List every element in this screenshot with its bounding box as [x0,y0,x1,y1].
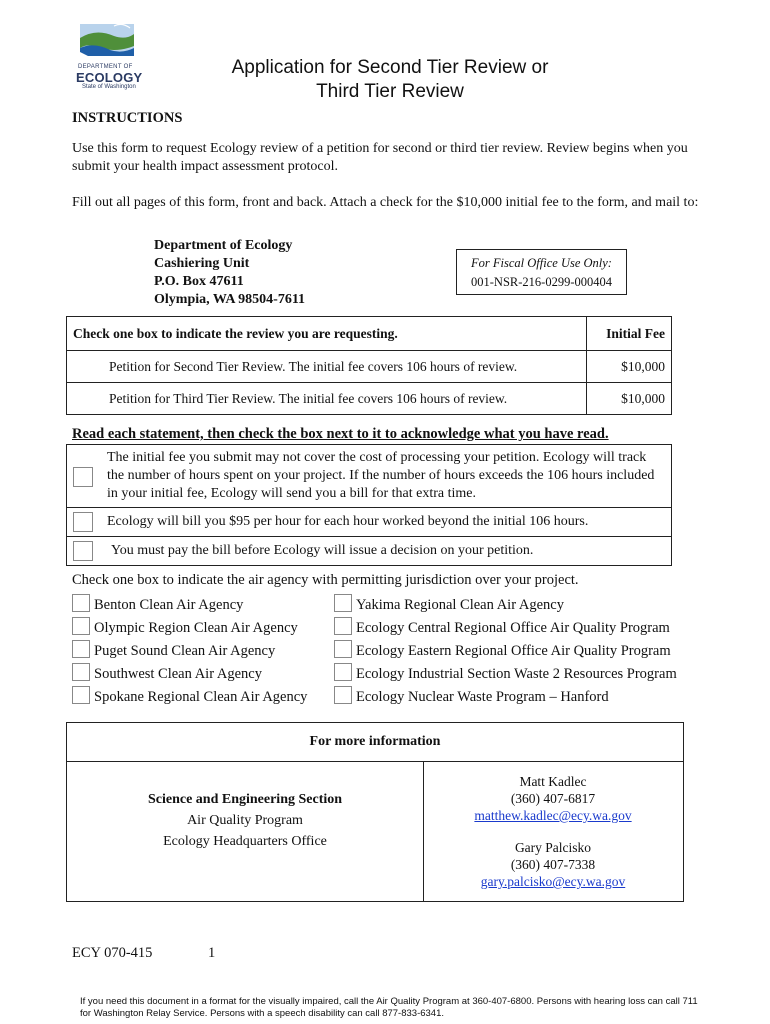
agency-label: Southwest Clean Air Agency [94,666,262,682]
review-option-desc: Petition for Second Tier Review. The initial fee covers 106 hours of review. [67,351,587,383]
title-line-1: Application for Second Tier Review or [231,57,549,78]
acknowledge-text-2: Ecology will bill you $95 per hour for each hour worked beyond the initial 106 hours. [107,514,589,529]
review-option-desc: Petition for Third Tier Review. The initial fee covers 106 hours of review. [67,383,587,415]
address-line-1: Department of Ecology [154,238,293,253]
agency-checkbox[interactable] [72,686,90,704]
instructions-paragraph-1: Use this form to request Ecology review of a petition for second or third tier review. Review begins when you submit your health impact assessment protocol. [72,141,688,174]
more-info-office [67,789,423,852]
page-number: 1 [208,945,216,961]
more-info-box [66,722,684,902]
agency-option[interactable] [72,617,298,637]
agency-option[interactable] [334,594,564,614]
review-header-instruction: Check one box to indicate the review you are requesting. [67,317,587,351]
agency-label: Spokane Regional Clean Air Agency [94,689,308,705]
info-section: Science and Engineering Section [147,792,343,807]
agency-checkbox[interactable] [72,594,90,612]
instructions-heading: INSTRUCTIONS [72,110,183,126]
agency-label: Ecology Industrial Section Waste 2 Resources Program [356,666,677,682]
mailing-address [154,237,305,309]
acknowledge-text-3: You must pay the bill before Ecology will issue a decision on your petition. [111,543,534,558]
agency-checkbox[interactable] [72,617,90,635]
more-info-heading: For more information [67,723,683,762]
agency-option[interactable] [72,594,243,614]
review-type-table [66,316,672,415]
agency-checkbox[interactable] [334,594,352,612]
review-option-second-tier[interactable] [67,351,672,383]
agency-checkbox[interactable] [334,663,352,681]
address-line-2: Cashiering Unit [154,256,250,271]
agency-label: Ecology Central Regional Office Air Quality Program [356,620,670,636]
contact-phone: (360) 407-7338 [510,857,596,872]
agency-option[interactable] [72,686,307,706]
form-number: ECY 070-415 [72,945,153,961]
instructions-paragraph-2: Fill out all pages of this form, front and back. Attach a check for the $10,000 initial fee to the form, and mail to: [72,195,699,210]
agency-label: Olympic Region Clean Air Agency [94,620,298,636]
address-line-4: Olympia, WA 98504-7611 [154,292,306,307]
page-title [170,56,610,104]
agency-checkbox[interactable] [72,640,90,658]
agency-label: Puget Sound Clean Air Agency [94,643,276,659]
logo-text-state: State of Washington [82,84,136,90]
acknowledge-checkbox-3[interactable] [73,541,93,561]
agency-checkbox[interactable] [334,686,352,704]
title-line-2: Third Tier Review [316,81,464,102]
info-office: Ecology Headquarters Office [163,834,327,849]
contact-2 [423,839,683,890]
contact-1 [423,773,683,824]
agency-option[interactable] [334,686,609,706]
review-option-fee: $10,000 [587,351,672,383]
acknowledge-text-1: The initial fee you submit may not cover the cost of processing your petition. Ecology will track the number of hours spent on your project. If the number of hours exceeds the 106 hours included in your initial fee, Ecology will send you a bill for that extra time. [107,450,655,501]
agency-option[interactable] [72,663,262,683]
agency-option[interactable] [334,663,677,683]
contact-name: Matt Kadlec [519,774,587,789]
agencies-heading: Check one box to indicate the air agency with permitting jurisdiction over your project. [72,572,579,588]
logo-text-department: DEPARTMENT OF [78,64,133,70]
acknowledge-item-2 [66,507,672,537]
agency-checkbox[interactable] [72,663,90,681]
agency-label: Ecology Nuclear Waste Program – Hanford [356,689,609,705]
contact-email-link[interactable]: matthew.kadlec@ecy.wa.gov [474,808,632,823]
fiscal-label: For Fiscal Office Use Only: [471,256,612,270]
review-option-fee: $10,000 [587,383,672,415]
contact-name: Gary Palcisko [514,840,592,855]
fiscal-code: 001-NSR-216-0299-000404 [471,275,612,289]
acknowledge-heading: Read each statement, then check the box next to it to acknowledge what you have read. [72,426,609,442]
review-table-header [67,317,672,351]
info-program: Air Quality Program [187,813,303,828]
agency-option[interactable] [334,617,670,637]
agency-checkbox[interactable] [334,617,352,635]
acknowledge-checkbox-1[interactable] [73,467,93,487]
contact-phone: (360) 407-6817 [510,791,596,806]
contact-email-link[interactable]: gary.palcisko@ecy.wa.gov [480,874,626,889]
agency-label: Yakima Regional Clean Air Agency [356,597,564,613]
agency-option[interactable] [72,640,275,660]
acknowledge-item-3 [66,536,672,566]
logo-text-ecology: ECOLOGY [76,70,143,85]
acknowledge-checkbox-2[interactable] [73,512,93,532]
agency-checkbox[interactable] [334,640,352,658]
address-line-3: P.O. Box 47611 [154,274,244,289]
agency-label: Benton Clean Air Agency [94,597,244,613]
acknowledge-item-1 [66,444,672,508]
logo-graphic [74,20,140,66]
agency-option[interactable] [334,640,671,660]
review-header-fee: Initial Fee [587,317,672,351]
accessibility-note: If you need this document in a format for the visually impaired, call the Air Quality Program at 360-407-6800. Persons with hearing loss can call 711 for Washington Relay Service. Persons with a speech disability can call 877-833-6341. [80,996,698,1019]
agency-label: Ecology Eastern Regional Office Air Quality Program [356,643,671,659]
fiscal-office-box [456,249,627,295]
review-option-third-tier[interactable] [67,383,672,415]
